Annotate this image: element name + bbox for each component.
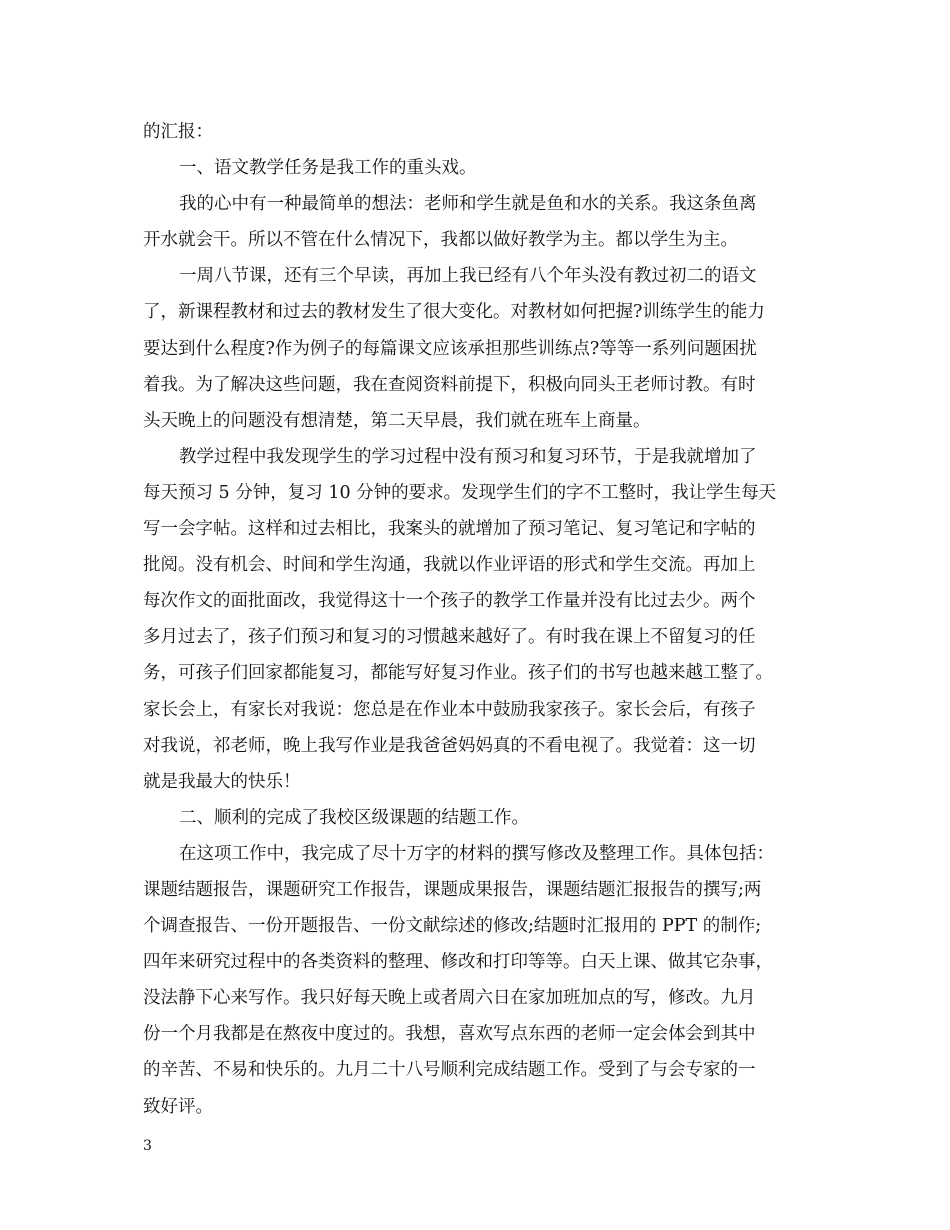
text-line: 一周八节课，还有三个早读，再加上我已经有八个年头没有教过初二的语文: [179, 266, 757, 287]
text-line: 我的心中有一种最简单的想法：老师和学生就是鱼和水的关系。我这条鱼离: [179, 194, 757, 215]
page-number: 3: [143, 1138, 152, 1154]
text-line: 没法静下心来写作。我只好每天晚上或者周六日在家加班加点的写，修改。九月: [143, 988, 756, 1009]
text-line: 着我。为了解决这些问题，我在查阅资料前提下，积极向同头王老师讨教。有时: [143, 374, 756, 395]
text-line: 致好评。: [143, 1096, 213, 1117]
text-line: 要达到什么程度?作为例子的每篇课文应该承担那些训练点?等等一系列问题困扰: [143, 338, 757, 359]
text-line: 课题结题报告，课题研究工作报告，课题成果报告，课题结题汇报报告的撰写;两: [143, 879, 762, 900]
text-line: 二、顺利的完成了我校区级课题的结题工作。: [179, 807, 529, 828]
text-line: 了，新课程教材和过去的教材发生了很大变化。对教材如何把握?训练学生的能力: [143, 302, 765, 323]
text-line: 务，可孩子们回家都能复习，都能写好复习作业。孩子们的书写也越来越工整了。: [143, 663, 773, 684]
text-line: 写一会字帖。这样和过去相比，我案头的就增加了预习笔记、复习笔记和字帖的: [143, 519, 756, 540]
text-line: 开水就会干。所以不管在什么情况下，我都以做好教学为主。都以学生为主。: [143, 230, 738, 251]
document-body: [143, 114, 815, 1125]
text-line: 头天晚上的问题没有想清楚，第二天早晨，我们就在班车上商量。: [143, 410, 651, 431]
text-line: 每天预习 5 分钟，复习 10 分钟的要求。发现学生们的字不工整时，我让学生每天: [143, 482, 777, 503]
text-line: 多月过去了，孩子们预习和复习的习惯越来越好了。有时我在课上不留复习的任: [143, 627, 756, 648]
text-line: 的辛苦、不易和快乐的。九月二十八号顺利完成结题工作。受到了与会专家的一: [143, 1060, 756, 1081]
text-line: 教学过程中我发现学生的学习过程中没有预习和复习环节，于是我就增加了: [179, 446, 757, 467]
text-line: 的汇报：: [143, 122, 213, 142]
text-line: 对我说，祁老师，晚上我写作业是我爸爸妈妈真的不看电视了。我觉着：这一切: [143, 735, 756, 756]
text-line: 一、语文教学任务是我工作的重头戏。: [179, 158, 477, 179]
text-line: 家长会上，有家长对我说：您总是在作业本中鼓励我家孩子。家长会后，有孩子: [143, 699, 756, 720]
text-line: 个调查报告、一份开题报告、一份文献综述的修改;结题时汇报用的 PPT 的制作;: [143, 916, 762, 937]
text-line: 批阅。没有机会、时间和学生沟通，我就以作业评语的形式和学生交流。再加上: [143, 555, 756, 576]
text-line: 份一个月我都是在熬夜中度过的。我想，喜欢写点东西的老师一定会体会到其中: [143, 1024, 756, 1045]
text-line: 在这项工作中，我完成了尽十万字的材料的撰写修改及整理工作。具体包括：: [179, 843, 774, 864]
text-line: 四年来研究过程中的各类资料的整理、修改和打印等等。白天上课、做其它杂事，: [143, 952, 773, 973]
text-line: 每次作文的面批面改，我觉得这十一个孩子的教学工作量并没有比过去少。两个: [143, 591, 756, 612]
text-line: 就是我最大的快乐！: [143, 771, 301, 792]
